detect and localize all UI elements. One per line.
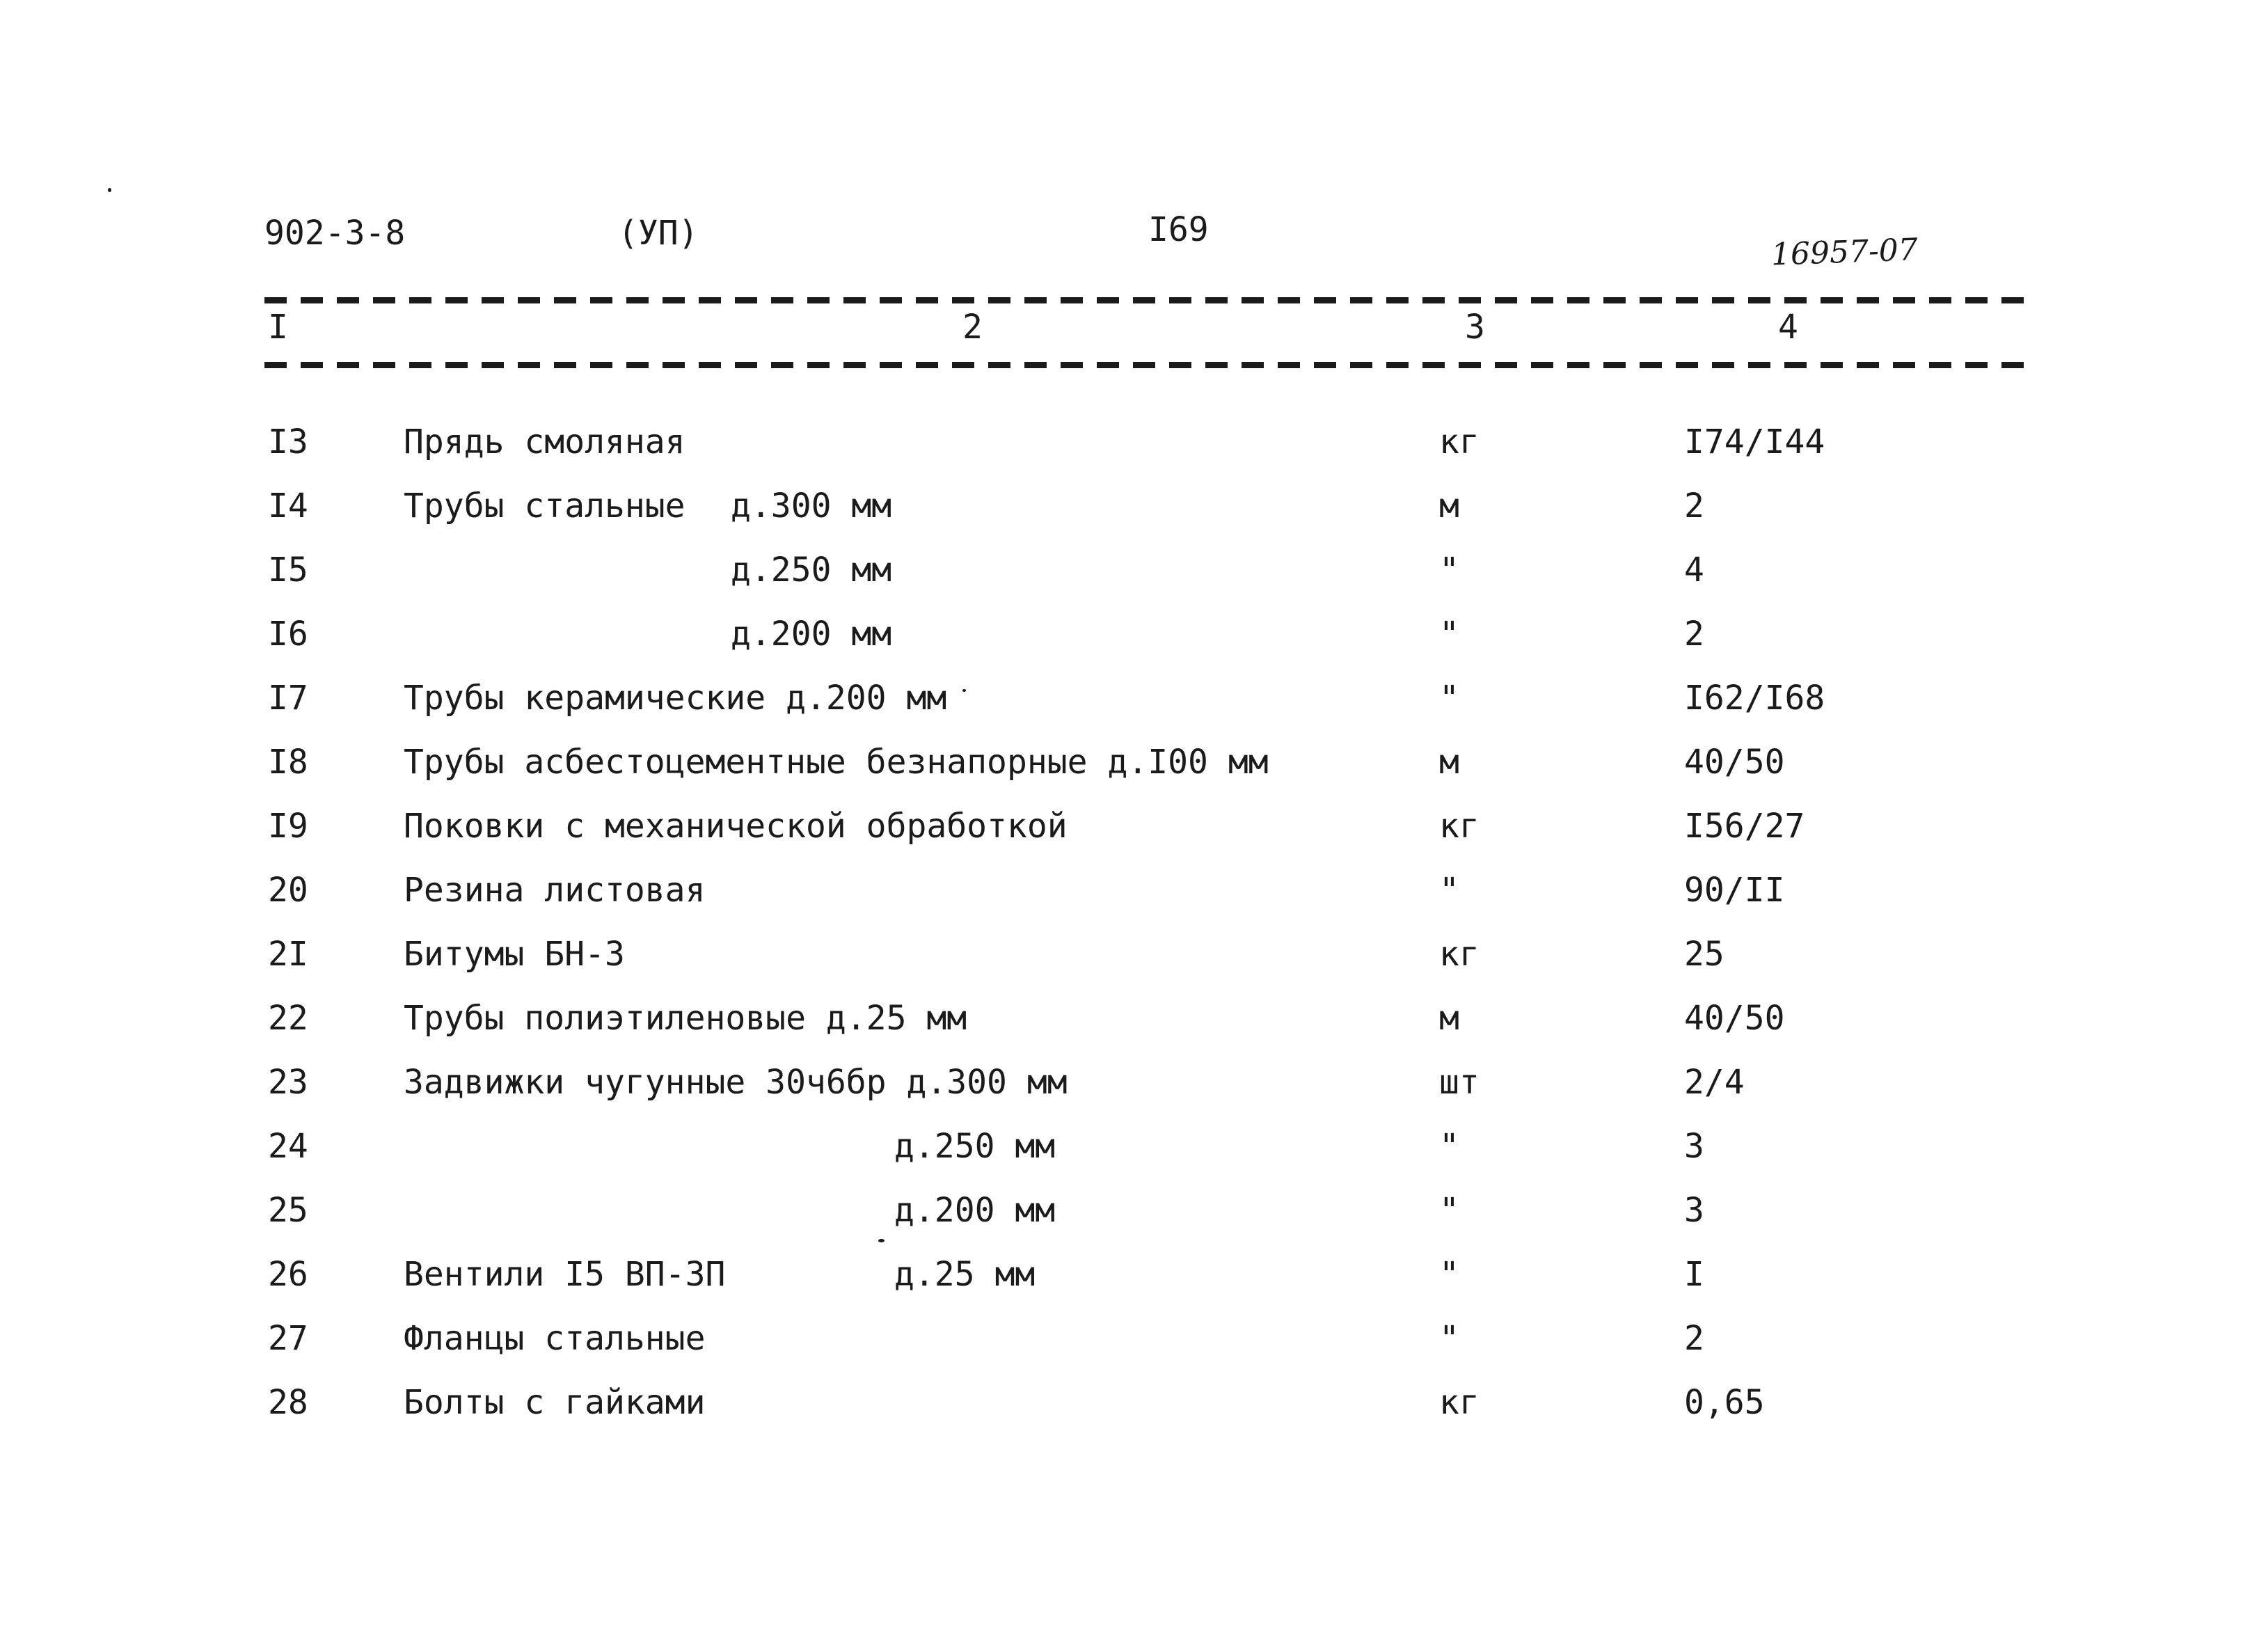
item-size: д.250 мм	[894, 1127, 1056, 1166]
item-name: Трубы полиэтиленовые д.25 мм	[404, 999, 967, 1038]
item-name: Прядь смоляная	[404, 422, 685, 461]
unit: кг	[1439, 422, 1480, 461]
scan-speck	[878, 1239, 885, 1242]
quantity: 2	[1684, 615, 1704, 654]
quantity: I	[1684, 1255, 1704, 1294]
row-number: I9	[268, 807, 308, 846]
unit: "	[1439, 551, 1459, 590]
item-name: Задвижки чугунные 30ч6бр д.300 мм	[404, 1063, 1068, 1102]
item-name: Фланцы стальные	[404, 1319, 706, 1358]
quantity: 4	[1684, 551, 1704, 590]
row-number: 20	[268, 871, 308, 910]
unit: "	[1439, 871, 1459, 910]
column-number-3: 3	[1465, 308, 1485, 347]
quantity: 25	[1684, 935, 1724, 974]
item-name: Болты с гайками	[404, 1383, 706, 1422]
unit: "	[1439, 1127, 1459, 1166]
page-number: I69	[1148, 210, 1209, 249]
column-number-4: 4	[1778, 308, 1798, 347]
quantity: I62/I68	[1684, 679, 1825, 718]
row-number: 2I	[268, 935, 308, 974]
item-name: Поковки с механической обработкой	[404, 807, 1068, 846]
row-number: I3	[268, 422, 308, 461]
table-row	[0, 485, 2268, 541]
row-number: 25	[268, 1191, 308, 1230]
quantity: 3	[1684, 1191, 1704, 1230]
table-row	[0, 869, 2268, 925]
item-name: Битумы БН-3	[404, 935, 625, 974]
unit: "	[1439, 1255, 1459, 1294]
table-row	[0, 997, 2268, 1053]
unit: шт	[1439, 1063, 1480, 1102]
dashed-rule-bottom	[264, 362, 2036, 368]
column-number-1: I	[268, 308, 288, 347]
item-size: д.200 мм	[894, 1191, 1056, 1230]
table-row	[0, 1382, 2268, 1437]
item-name: Трубы стальные	[404, 487, 685, 525]
quantity: 2	[1684, 1319, 1704, 1358]
row-number: 22	[268, 999, 308, 1038]
unit: м	[1439, 999, 1459, 1038]
row-number: 26	[268, 1255, 308, 1294]
quantity: 2	[1684, 487, 1704, 525]
item-name: Резина листовая	[404, 871, 706, 910]
handwritten-code: 16957-07	[1770, 232, 1919, 273]
unit: м	[1439, 743, 1459, 782]
row-number: 27	[268, 1319, 308, 1358]
item-size: д.300 мм	[731, 487, 892, 525]
quantity: 90/II	[1684, 871, 1785, 910]
unit: "	[1439, 1191, 1459, 1230]
table-row	[0, 933, 2268, 989]
quantity: I56/27	[1684, 807, 1805, 846]
item-name: Трубы керамические д.200 мм	[404, 679, 947, 718]
item-size: д.250 мм	[731, 551, 892, 590]
scan-speck	[962, 689, 966, 692]
unit: "	[1439, 1319, 1459, 1358]
table-row	[0, 677, 2268, 733]
row-number: I7	[268, 679, 308, 718]
table-row	[0, 421, 2268, 477]
quantity: 2/4	[1684, 1063, 1745, 1102]
quantity: 0,65	[1684, 1383, 1765, 1422]
row-number: 28	[268, 1383, 308, 1422]
item-size: д.200 мм	[731, 615, 892, 654]
row-number: I4	[268, 487, 308, 525]
unit: "	[1439, 615, 1459, 654]
item-size: д.25 мм	[894, 1255, 1036, 1294]
item-name: Трубы асбестоцементные безнапорные д.I00 мм	[404, 743, 1269, 782]
table-row	[0, 613, 2268, 669]
table-row	[0, 1189, 2268, 1245]
row-number: 24	[268, 1127, 308, 1166]
row-number: 23	[268, 1063, 308, 1102]
table-row	[0, 805, 2268, 861]
row-number: I8	[268, 743, 308, 782]
scan-speck	[108, 188, 111, 192]
quantity: 40/50	[1684, 743, 1785, 782]
row-number: I6	[268, 615, 308, 654]
quantity: I74/I44	[1684, 422, 1825, 461]
item-name: Вентили I5 ВП-3П	[404, 1255, 726, 1294]
doc-code: 902-3-8	[264, 214, 406, 253]
section-label: (УП)	[618, 214, 699, 253]
unit: кг	[1439, 807, 1480, 846]
unit: м	[1439, 487, 1459, 525]
column-number-2: 2	[962, 308, 983, 347]
dashed-rule-top	[264, 297, 2036, 303]
row-number: I5	[268, 551, 308, 590]
table-row	[0, 549, 2268, 605]
quantity: 3	[1684, 1127, 1704, 1166]
unit: "	[1439, 679, 1459, 718]
table-row	[0, 741, 2268, 797]
table-row	[0, 1254, 2268, 1309]
table-row	[0, 1318, 2268, 1373]
unit: кг	[1439, 935, 1480, 974]
table-row	[0, 1125, 2268, 1181]
quantity: 40/50	[1684, 999, 1785, 1038]
table-row	[0, 1061, 2268, 1117]
unit: кг	[1439, 1383, 1480, 1422]
